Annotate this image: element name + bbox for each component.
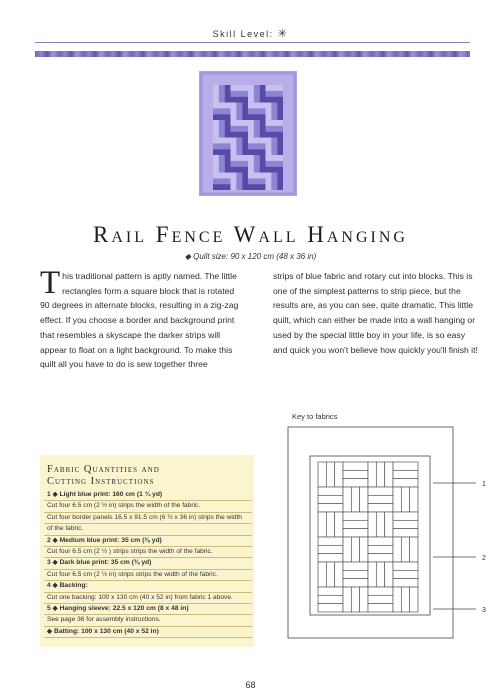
- quilt-strip: [343, 537, 351, 562]
- quilt-strip: [266, 120, 284, 126]
- quilt-strip: [248, 173, 266, 179]
- quilt-strip: [393, 479, 418, 487]
- quilt-strip: [213, 120, 219, 138]
- quilt-strip: [393, 470, 418, 478]
- quilt-strip: [393, 587, 401, 612]
- quilt-strip: [376, 512, 384, 537]
- quilt-strip: [410, 537, 418, 562]
- quilt-strip: [393, 537, 401, 562]
- quilt-strip: [225, 120, 231, 138]
- quilt-strip: [254, 120, 260, 138]
- intro-right-text: strips of blue fabric and rotary cut into blocks. This is one of the simplest patterns to strip piece, but the results are, as you can see, quite dramatic. This little quilt, which can either be made into a wall hanging or used by the special little boy in your life, is so easy and quick you won't believe how quickly you'll finish it!: [273, 271, 478, 355]
- drop-cap: T: [40, 265, 61, 301]
- fabric-item-instruction: Cut four 6.5 cm (2 ½ in) strips strips the width of the fabric.: [44, 570, 252, 581]
- star-icon: ✳: [277, 28, 289, 40]
- quilt-strip: [318, 504, 343, 512]
- fabric-item-instruction: of the fabric.: [44, 524, 252, 535]
- quilt-strip: [326, 562, 334, 587]
- quilt-strip: [393, 487, 401, 512]
- quilt-strip: [343, 470, 368, 478]
- quilt-strip: [376, 462, 384, 487]
- quilt-strip: [368, 587, 393, 595]
- quilt-strip: [368, 562, 376, 587]
- page-number: 68: [245, 680, 256, 690]
- quilt-strip: [401, 587, 409, 612]
- quilt-strip: [401, 537, 409, 562]
- quilt-strip: [368, 545, 393, 553]
- quilt-strip: [376, 562, 384, 587]
- quilt-strip: [318, 462, 326, 487]
- quilt-strip: [266, 85, 284, 91]
- quilt-strip: [368, 595, 393, 603]
- quilt-strip: [231, 91, 249, 97]
- quilt-strip: [318, 604, 343, 612]
- quilt-photo: [199, 71, 297, 196]
- quilt-strip: [248, 103, 266, 109]
- quilt-strip: [260, 85, 266, 103]
- quilt-strip: [266, 91, 284, 97]
- quilt-strip: [318, 545, 343, 553]
- quilt-strip: [326, 462, 334, 487]
- quilt-strip: [225, 85, 231, 103]
- quilt-strip: [248, 138, 266, 144]
- quilt-strip: [343, 520, 368, 528]
- quilt-strip: [213, 114, 231, 120]
- quilt-strip: [326, 512, 334, 537]
- quilt-strip: [260, 155, 266, 173]
- fabric-item-instruction: Cut four 6.5 cm (2 ½ in) strips the width of the fabric.: [44, 501, 252, 512]
- quilt-strip: [266, 167, 284, 173]
- fabric-heading: [47, 464, 247, 488]
- quilt-strip: [393, 520, 418, 528]
- quilt-strip: [343, 579, 368, 587]
- quilt-strip: [213, 149, 231, 155]
- quilt-strip: [266, 155, 284, 161]
- quilt-strip: [266, 173, 272, 191]
- quilt-strip: [401, 487, 409, 512]
- quilt-strip: [335, 512, 343, 537]
- fabric-item-heading: 5 ◆ Hanging sleeve: 22.5 x 120 cm (8 x 48 in): [44, 604, 252, 615]
- fabric-item-heading: 4 ◆ Backing:: [44, 581, 252, 592]
- intro-right-column: [273, 269, 478, 357]
- quilt-strip: [248, 149, 266, 155]
- quilt-strip: [231, 103, 237, 121]
- quilt-strip: [368, 604, 393, 612]
- quilt-strip: [318, 495, 343, 503]
- fabric-item-heading: ◆ Batting: 100 x 130 cm (40 x 52 in): [44, 627, 252, 638]
- quilt-strip: [368, 462, 376, 487]
- quilt-strip: [385, 462, 393, 487]
- quilt-strip: [393, 570, 418, 578]
- quilt-strip: [231, 97, 249, 103]
- fabric-heading-line2: Cutting Instructions: [47, 476, 155, 487]
- callout-2: 2: [482, 555, 486, 562]
- quilt-strip: [393, 529, 418, 537]
- quilt-strip: [213, 103, 231, 109]
- quilt-strip: [266, 103, 272, 121]
- quilt-strip: [318, 562, 326, 587]
- fabric-item-instruction: Cut four border panels 16.5 x 91.5 cm (6 ½ x 36 in) strips the width: [44, 513, 252, 524]
- fabric-item-heading: 1 ◆ Light blue print: 160 cm (1 ¾ yd): [44, 490, 252, 501]
- quilt-strip: [318, 537, 343, 545]
- fabric-item-instruction: Cut one backing: 100 x 130 cm (40 x 52 in) from fabric 1 above.: [44, 593, 252, 604]
- quilt-strip: [248, 155, 254, 173]
- quilt-strip: [266, 161, 284, 167]
- quilt-strip: [318, 595, 343, 603]
- skill-level: [0, 27, 501, 40]
- quilt-strip: [213, 173, 231, 179]
- quilt-strip: [343, 462, 368, 470]
- quilt-strip: [385, 562, 393, 587]
- quilt-strip: [266, 138, 272, 156]
- quilt-strip: [360, 537, 368, 562]
- quilt-strip: [368, 487, 393, 495]
- quilt-strip: [231, 167, 249, 173]
- quilt-strip: [335, 562, 343, 587]
- quilt-strip: [266, 126, 284, 132]
- quilt-strip: [343, 487, 351, 512]
- fabric-heading-line1: Fabric Quantities and: [47, 464, 160, 475]
- quilt-strip: [368, 495, 393, 503]
- quilt-strip: [277, 103, 283, 121]
- quilt-strip: [231, 138, 237, 156]
- page-title: Rail Fence Wall Hanging: [93, 222, 408, 247]
- quilt-strip: [242, 138, 248, 156]
- quilt-strip: [248, 184, 266, 190]
- header-rule: [35, 42, 470, 43]
- quilt-strip: [219, 85, 225, 103]
- quilt-strip: [231, 126, 249, 132]
- quilt-strip: [360, 487, 368, 512]
- quilt-strip: [410, 587, 418, 612]
- quilt-strip: [393, 562, 418, 570]
- quilt-strip: [343, 479, 368, 487]
- skill-level-label: Skill Level:: [212, 29, 274, 39]
- quilt-strip: [271, 103, 277, 121]
- quilt-strip: [385, 512, 393, 537]
- quilt-strip: [236, 103, 242, 121]
- quilt-strip: [351, 587, 359, 612]
- quilt-strip: [213, 178, 231, 184]
- quilt-strip: [213, 143, 231, 149]
- quilt-strip: [343, 512, 368, 520]
- quilt-strip: [393, 579, 418, 587]
- quilt-strip: [260, 120, 266, 138]
- quilt-strip: [231, 161, 249, 167]
- quilt-strip: [318, 512, 326, 537]
- quilt-strip: [266, 132, 284, 138]
- quilt-strip: [213, 138, 231, 144]
- callout-3: 3: [482, 607, 486, 614]
- quilt-strip: [242, 103, 248, 121]
- quilt-strip: [360, 587, 368, 612]
- fabric-key-diagram: [286, 426, 496, 646]
- quilt-strip: [248, 114, 266, 120]
- quilt-strip: [393, 512, 418, 520]
- quilt-strip: [351, 537, 359, 562]
- intro-left-column: [40, 265, 245, 372]
- fabric-list: [44, 490, 252, 638]
- quilt-strip: [318, 487, 343, 495]
- quilt-strip: [219, 120, 225, 138]
- quilt-strip: [248, 108, 266, 114]
- quilt-strip: [225, 155, 231, 173]
- quilt-strip: [277, 173, 283, 191]
- quilt-strip: [248, 85, 254, 103]
- quilt-strip: [254, 85, 260, 103]
- quilt-strip: [277, 138, 283, 156]
- quilt-strip: [368, 554, 393, 562]
- key-label: Key to fabrics: [292, 412, 338, 421]
- quilt-strip: [231, 85, 249, 91]
- quilt-strip: [213, 184, 231, 190]
- quilt-strip: [213, 108, 231, 114]
- quilt-strip: [231, 120, 249, 126]
- quilt-strip: [368, 512, 376, 537]
- header-band: [35, 51, 470, 57]
- quilt-strip: [213, 85, 219, 103]
- quilt-strip: [343, 570, 368, 578]
- quilt-strip: [368, 537, 393, 545]
- quilt-strip: [266, 97, 284, 103]
- quilt-strip: [236, 173, 242, 191]
- quilt-strip: [248, 120, 254, 138]
- intro-left-text: his traditional pattern is aptly named. The little rectangles form a square block that is rotated 90 degrees in alternate blocks, resulting in a zig-zag effect. If you choose a border and background print that resembles a skyscape the darker strips will appear to float on a light background. To make this quilt all you have to do is sew together three: [40, 271, 239, 370]
- quilt-size: ◆ Quilt size: 90 x 120 cm (48 x 36 in): [184, 252, 317, 261]
- quilt-strip: [213, 155, 219, 173]
- quilt-strip: [248, 143, 266, 149]
- quilt-strip: [318, 587, 343, 595]
- quilt-strip: [231, 173, 237, 191]
- quilt-strip: [343, 529, 368, 537]
- quilt-strip: [271, 138, 277, 156]
- quilt-strip: [343, 562, 368, 570]
- quilt-strip: [351, 487, 359, 512]
- quilt-strip: [410, 487, 418, 512]
- quilt-strip: [254, 155, 260, 173]
- quilt-strip: [231, 132, 249, 138]
- quilt-strip: [242, 173, 248, 191]
- quilt-strip: [343, 587, 351, 612]
- callout-1: 1: [482, 481, 486, 488]
- quilt-strip: [271, 173, 277, 191]
- quilt-strip: [231, 155, 249, 161]
- quilt-size-text: Quilt size: 90 x 120 cm (48 x 36 in): [193, 252, 317, 261]
- quilt-strip: [393, 462, 418, 470]
- quilt-strip: [248, 178, 266, 184]
- fabric-item-heading: 3 ◆ Dark blue print: 35 cm (⅜ yd): [44, 558, 252, 569]
- fabric-item-heading: 2 ◆ Medium blue print: 35 cm (⅜ yd): [44, 536, 252, 547]
- quilt-strip: [236, 138, 242, 156]
- quilt-strip: [368, 504, 393, 512]
- quilt-strip: [219, 155, 225, 173]
- fabric-item-instruction: Cut four 6.5 cm (2 ½ ) strips strips the width of the fabric.: [44, 547, 252, 558]
- quilt-strip: [318, 554, 343, 562]
- fabric-item-instruction: See page 36 for assembly instructions.: [44, 615, 252, 626]
- quilt-strip: [335, 462, 343, 487]
